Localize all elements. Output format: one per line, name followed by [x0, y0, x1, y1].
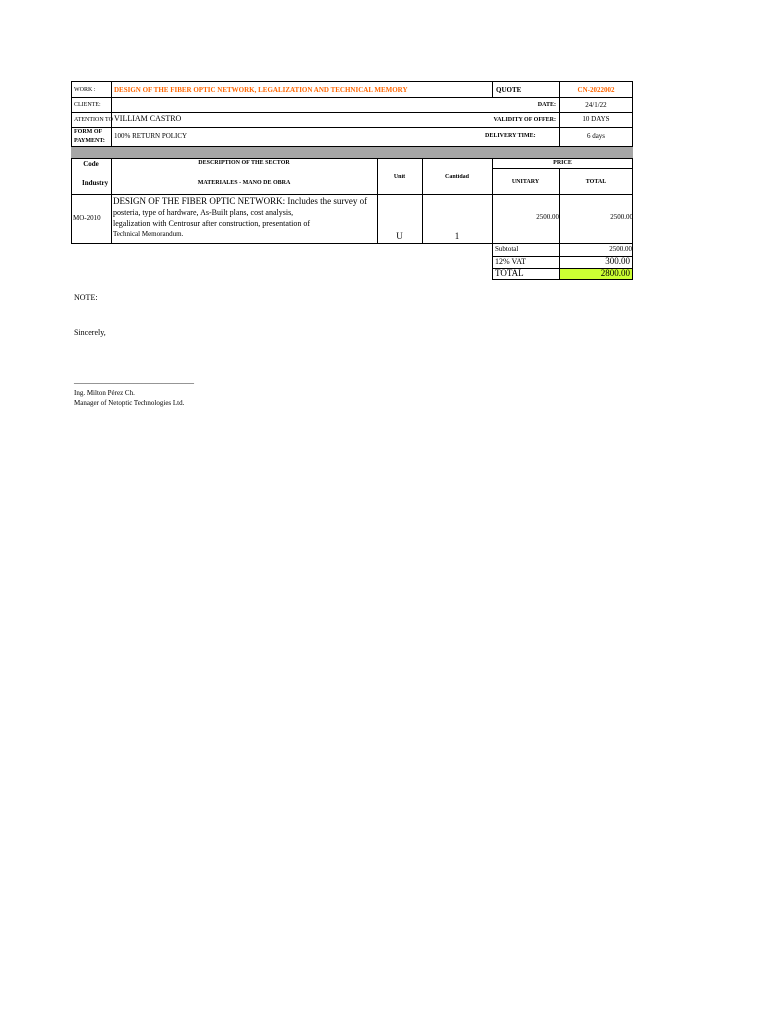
- subtotal-label: Subtotal: [495, 245, 519, 253]
- item-code: MO-2010: [73, 214, 101, 222]
- total-label: TOTAL: [495, 268, 524, 278]
- payment-label-2: PAYMENT:: [74, 138, 105, 144]
- vat-value: 300.00: [605, 256, 630, 266]
- validity-label: VALIDITY OF OFFER:: [493, 117, 556, 123]
- total-header: TOTAL: [585, 179, 607, 185]
- unitary-header: UNITARY: [511, 179, 540, 185]
- delivery-value: 6 days: [586, 132, 606, 140]
- item-desc-line-4: Technical Memorandum.: [113, 230, 184, 238]
- date-value: 24/1/22: [585, 101, 607, 109]
- date-label: DATE:: [537, 102, 556, 108]
- item-total-price: 2500.00: [610, 213, 633, 221]
- item-unitary-price: 2500.00: [536, 213, 559, 221]
- attention-value: VILLIAM CASTRO: [114, 114, 182, 123]
- quantity-header: Cantidad: [444, 174, 469, 180]
- payment-label-1: FORM OF: [74, 129, 103, 135]
- materials-header: MATERIALES - MANO DE OBRA: [197, 180, 291, 186]
- item-unit: U: [396, 231, 403, 241]
- delivery-label: DELIVERY TIME:: [485, 133, 536, 139]
- vat-label: 12% VAT: [495, 257, 527, 266]
- attention-label: ATENTION TO: [74, 117, 113, 123]
- subtotal-value: 2500.00: [609, 245, 632, 253]
- industry-header: Industry: [82, 179, 109, 187]
- validity-value: 10 DAYS: [582, 115, 610, 123]
- payment-value: 100% RETURN POLICY: [114, 132, 188, 140]
- sector-header: DESCRIPTION OF THE SECTOR: [198, 160, 290, 166]
- client-label: CLIENTE:: [74, 102, 101, 108]
- total-value: 2800.00: [600, 268, 630, 278]
- unit-header: Unit: [393, 174, 406, 180]
- quote-number: CN-2022002: [577, 86, 615, 94]
- item-quantity: 1: [454, 231, 460, 241]
- quote-label: QUOTE: [496, 86, 522, 94]
- signature-line: ______________________________: [74, 376, 194, 385]
- item-desc-line-3: legalization with Centrosur after construction, presentation of: [113, 219, 311, 228]
- item-desc-line-1: DESIGN OF THE FIBER OPTIC NETWORK: Includes the survey of: [113, 196, 368, 206]
- work-label: WORK :: [74, 87, 96, 93]
- sincerely-text: Sincerely,: [74, 328, 106, 337]
- item-desc-line-2: posteria, type of hardware, As-Built plans, cost analysis,: [113, 208, 294, 217]
- work-value: DESIGN OF THE FIBER OPTIC NETWORK, LEGALIZATION AND TECHNICAL MEMORY: [114, 86, 408, 94]
- note-label: NOTE:: [74, 293, 98, 302]
- price-header: PRICE: [553, 160, 572, 166]
- signer-name: Ing. Milton Pérez Ch.: [74, 389, 135, 397]
- code-header: Code: [83, 160, 99, 168]
- signer-position: Manager of Netoptic Technologies Ltd.: [74, 399, 185, 407]
